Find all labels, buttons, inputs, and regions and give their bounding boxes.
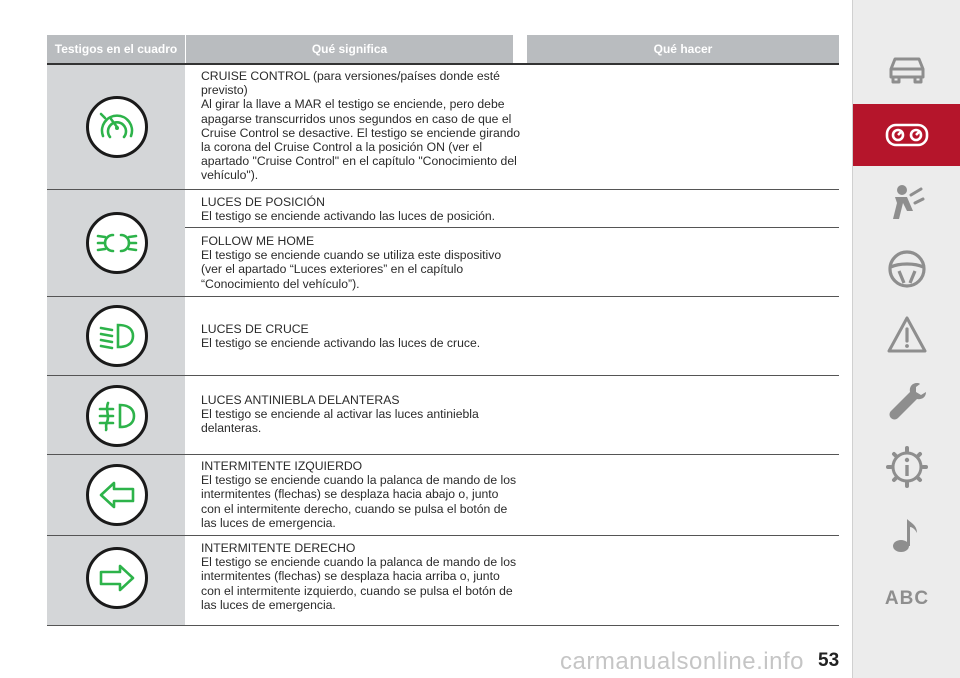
row-divider: [47, 535, 839, 536]
info-gear-icon: [885, 445, 929, 489]
low-beam-icon: [86, 305, 148, 367]
right-turn-signal-text: INTERMITENTE DERECHO El testigo se enciende cuando la palanca de mando de los intermitentes (flechas) se desplaza hacia arriba o, junto con el intermitente izquierdo, cuando se pulsa el botón de las luces de emergencia.: [201, 541, 517, 612]
right-turn-signal-icon: [86, 547, 148, 609]
warning-lights-table: [47, 35, 839, 63]
position-lights-icon: [86, 212, 148, 274]
header-meaning: Qué significa: [185, 35, 513, 63]
low-beam-text: LUCES DE CRUCE El testigo se enciende activando las luces de cruce.: [201, 322, 481, 351]
cruise-control-icon: [86, 96, 148, 158]
sidebar-item-maintenance[interactable]: [853, 370, 960, 432]
chapter-sidebar: [852, 0, 960, 678]
dashboard-lights-icon: [885, 113, 929, 157]
watermark: carmanualsonline.info: [560, 648, 804, 675]
front-fog-lights-text: LUCES ANTINIEBLA DELANTERAS El testigo se enciende al activar las luces antiniebla delanteras.: [201, 393, 479, 436]
row-divider: [47, 454, 839, 455]
cruise-control-text: CRUISE CONTROL (para versiones/países donde esté previsto) Al girar la llave a MAR el testigo se enciende, pero debe apagarse transcurridos unos segundos en caso de que el Cruise Control se desactive. El testigo se enciende girando la corona del Cruise Control a la posición ON (ver el apartado "Cruise Control" en el capítulo "Conocimiento del vehículo").: [201, 69, 521, 183]
page-number: 53: [818, 650, 840, 671]
sidebar-item-multimedia[interactable]: [853, 504, 960, 566]
row-divider: [47, 296, 839, 297]
front-fog-lights-icon: [86, 385, 148, 447]
sidebar-item-dashboard[interactable]: [853, 104, 960, 166]
wrench-icon: [885, 379, 929, 423]
row-divider: [47, 375, 839, 376]
sidebar-item-vehicle[interactable]: [853, 38, 960, 100]
left-turn-signal-icon: [86, 464, 148, 526]
row-divider: [47, 189, 839, 190]
seatbelt-person-icon: [885, 181, 929, 225]
index-label: ABC: [884, 588, 930, 609]
sidebar-item-starting[interactable]: [853, 238, 960, 300]
sidebar-item-safety[interactable]: [853, 172, 960, 234]
sidebar-item-emergency[interactable]: [853, 304, 960, 366]
car-icon: [885, 47, 929, 91]
music-note-icon: [885, 513, 929, 557]
sidebar-item-index[interactable]: [853, 568, 960, 630]
steering-wheel-icon: [885, 247, 929, 291]
row-divider: [47, 625, 839, 626]
follow-me-home-text: FOLLOW ME HOME El testigo se enciende cuando se utiliza este dispositivo (ver el apartado “Luces exteriores” en el capítulo “Conocimiento del vehículo”).: [201, 234, 502, 291]
warning-triangle-icon: [885, 313, 929, 357]
sidebar-item-technical-data[interactable]: [853, 436, 960, 498]
header-indicators: Testigos en el cuadro: [47, 35, 185, 63]
table-header: [47, 35, 839, 63]
row-subdivider: [185, 227, 839, 228]
position-lights-text: LUCES DE POSICIÓN El testigo se enciende activando las luces de posición.: [201, 195, 496, 224]
header-action: Qué hacer: [527, 35, 839, 63]
left-turn-signal-text: INTERMITENTE IZQUIERDO El testigo se enciende cuando la palanca de mando de los intermitentes (flechas) se desplaza hacia abajo o, junto con el intermitente derecho, cuando se pulsa el botón de las luces de emergencia.: [201, 459, 517, 530]
